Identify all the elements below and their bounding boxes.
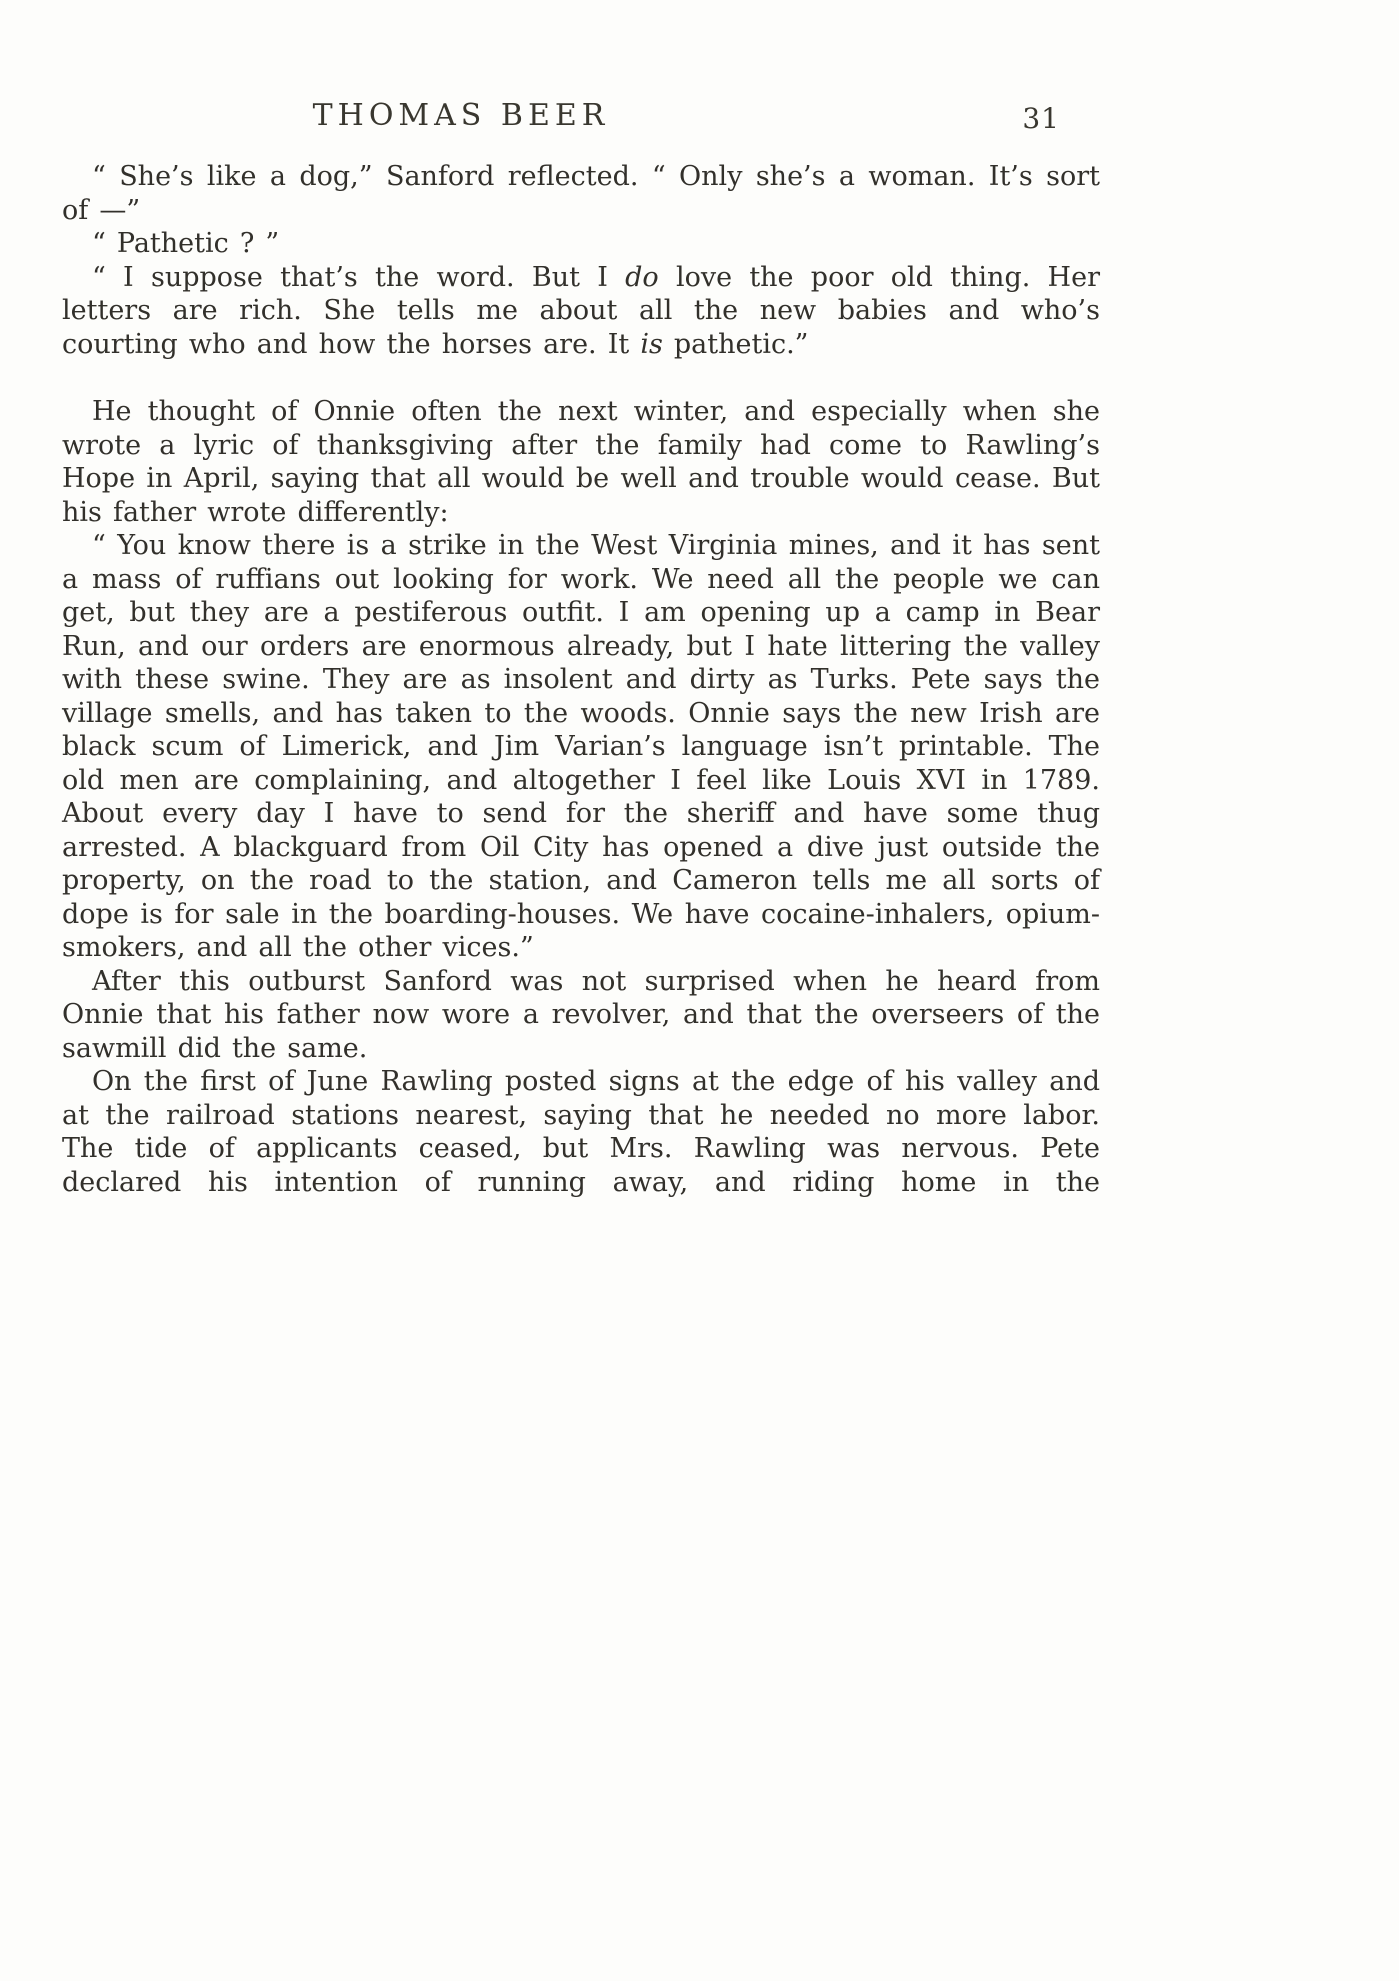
- text-run: love the poor old thing. Her letters are rich. She tells me about all the new babies and who’s courting who and how the horses are. It: [62, 261, 1100, 360]
- text-run: On the first of June Rawling posted signs at the edge of his valley and at the railroad stations nearest, saying that he needed no more labor. The tide of applicants ceased, but Mrs. Rawling was nervous. Pete declared his intention of running away, and riding home in the: [62, 1066, 1100, 1198]
- para-1: [62, 160, 1100, 227]
- para-6: [62, 965, 1100, 1066]
- running-title: THOMAS BEER: [312, 98, 610, 133]
- text-run: “ You know there is a strike in the West Virginia mines, and it has sent a mass of ruffians out looking for work. We need all the people we can get, but they are a pestiferous outfit. I am opening up a camp in Bear Run, and our orders are enormous already, but I hate littering the valley with these swine. They are as insolent and dirty as Turks. Pete says the village smells, and has taken to the woods. Onnie says the new Irish are black scum of Limerick, and Jim Varian’s language isn’t printable. The old men are complaining, and altogether I feel like Louis XVI in 1789. About every day I have to send for the sheriff and have some thug arrested. A blackguard from Oil City has opened a dive just outside the property, on the road to the station, and Cameron tells me all sorts of dope is for sale in the boarding-houses. We have cocaine-inhalers, opium-smokers, and all the other vices.”: [62, 530, 1100, 963]
- text-run: pathetic.”: [662, 328, 809, 360]
- italic-text: is: [640, 328, 663, 360]
- para-5: [62, 529, 1100, 965]
- para-4: [62, 395, 1100, 529]
- text-run: “ Pathetic ? ”: [92, 228, 280, 259]
- para-3: [62, 261, 1100, 362]
- text-run: “ She’s like a dog,” Sanford reflected. “ Only she’s a woman. It’s sort of —”: [62, 161, 1100, 226]
- para-2: [62, 227, 1100, 261]
- text-run: He thought of Onnie often the next winter, and especially when she wrote a lyric of thanksgiving after the family had come to Rawling’s Hope in April, saying that all would be well and trouble would cease. But his father wrote differently:: [62, 396, 1100, 528]
- page-number: 31: [1022, 102, 1060, 135]
- page-header: [62, 98, 1100, 142]
- para-7: [62, 1065, 1100, 1199]
- text-run: “ I suppose that’s the word. But I: [92, 261, 626, 293]
- text-run: After this outburst Sanford was not surprised when he heard from Onnie that his father now wore a revolver, and that the overseers of the sawmill did the same.: [62, 965, 1100, 1064]
- body-text: [62, 160, 1100, 1199]
- italic-text: do: [625, 261, 659, 293]
